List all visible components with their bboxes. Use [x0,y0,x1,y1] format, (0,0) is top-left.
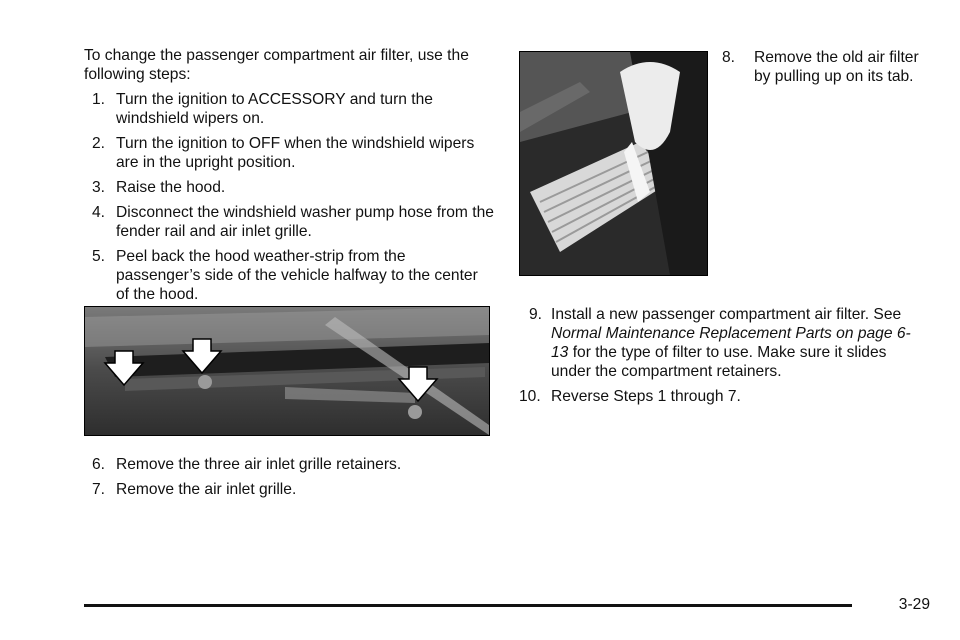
step-text: Peel back the hood weather-strip from the passenger’s side of the vehicle halfway to the center of the hood. [116,248,478,303]
step-text-after: for the type of filter to use. Make sure it slides under the compartment retainers. [551,344,887,380]
step-number: 4. [92,204,106,221]
footer-rule [84,604,852,607]
step-6 [84,455,494,474]
intro-text: To change the passenger compartment air filter, use the following steps: [84,47,469,83]
air-inlet-grille-photo [84,306,490,436]
step-number: 7. [92,481,106,498]
step-text: Raise the hood. [116,179,226,196]
step-9 [519,305,924,381]
step-text: Remove the old air filter by pulling up on its tab. [754,49,919,85]
steps-6-7 [84,449,494,499]
step-number: 5. [92,248,106,265]
step-10 [519,387,924,406]
step-text [551,305,924,381]
step-number: 1. [92,91,106,108]
step-5 [84,247,494,304]
left-column [84,46,494,304]
step-text: Turn the ignition to ACCESSORY and turn the windshield wipers on. [116,91,433,127]
step-number: 9. [529,306,543,323]
step-text: Remove the air inlet grille. [116,481,297,498]
step-number: 6. [92,456,106,473]
step-text-before: Install a new passenger compartment air filter. See [551,306,902,323]
step-text: Reverse Steps 1 through 7. [551,388,741,405]
step-number: 3. [92,179,106,196]
step-8 [722,48,922,86]
step-text: Remove the three air inlet grille retainers. [116,456,402,473]
step-1 [84,90,494,128]
step-7 [84,480,494,499]
cross-reference-link[interactable]: Normal Maintenance Replacement Parts on page 6-13 [551,325,911,361]
step-text: Turn the ignition to OFF when the windshield wipers are in the upright position. [116,135,475,171]
steps-9-10 [519,305,924,412]
steps-list-6-7 [84,455,494,499]
steps-list-1-5 [84,90,494,304]
step-4 [84,203,494,241]
step-text: Disconnect the windshield washer pump hose from the fender rail and air inlet grille. [116,204,494,240]
page-number: 3-29 [898,596,930,613]
step-3 [84,178,494,197]
step-number: 8. [722,49,736,66]
step-2 [84,134,494,172]
step-number: 2. [92,135,106,152]
air-filter-photo [519,51,708,276]
step-8-block [722,48,922,86]
step-number: 10. [519,388,541,405]
